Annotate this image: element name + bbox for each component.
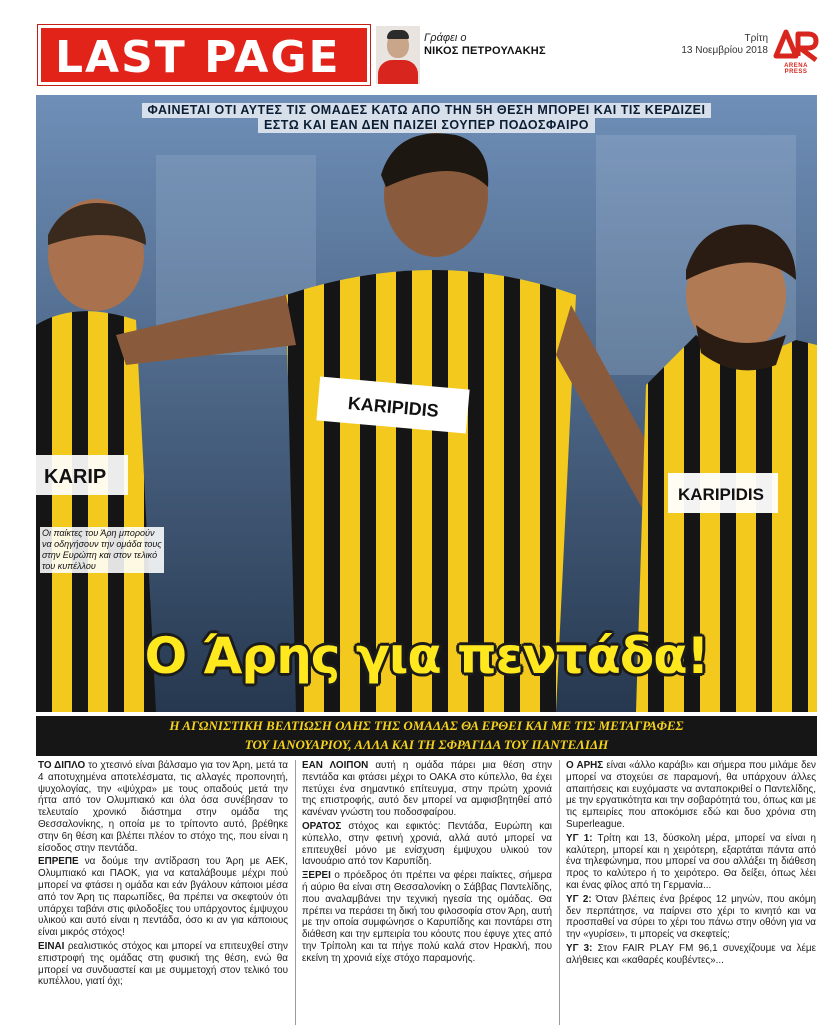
article-column-2 (302, 760, 552, 967)
subtitle-line-2: ΤΟΥ ΙΑΝΟΥΑΡΙΟΥ, ΑΛΛΑ ΚΑΙ ΤΗ ΣΦΡΑΓΙΔΑ ΤΟΥ ΠΑΝΤΕΛΙΔΗ (244, 737, 609, 752)
players-illustration (36, 95, 817, 712)
subtitle-banner (36, 716, 817, 756)
section-title: LAST PAGE (55, 32, 341, 83)
writes-label: Γράφει ο (424, 32, 467, 44)
subtitle-line-1: Η ΑΓΩΝΙΣΤΙΚΗ ΒΕΛΤΙΩΣΗ ΟΛΗΣ ΤΗΣ ΟΜΑΔΑΣ ΘΑ ΕΡΘΕΙ ΚΑΙ ΜΕ ΤΙΣ ΜΕΤΑΓΡΑΦΕΣ (169, 718, 684, 733)
column-divider (295, 760, 296, 1025)
paragraph: ΤΟ ΔΙΠΛΟ το χτεσινό είναι βάλσαμο για τον Άρη, μετά τα 4 αποτυχημένα αποτελέσματα, τις αλλαγές προπονητή, ψυχολογίας, την «ψύχρα» με τους οπαδούς μετά την ήττα από τον Ολυμπιακό και όλα όσα συνέβησαν το τελευταίο χρονικό διάστημα στην ομάδα της Θεσσαλονίκης, η οποία με το τρίποντο αυτό, βρέθηκε στην 6η θέση και βλέπει πλέον το στόχο της, που είναι η είσοδος στην πεντάδα. (38, 760, 288, 854)
article-column-3 (566, 760, 816, 969)
article-column-1 (38, 760, 288, 990)
author-name: ΝΙΚΟΣ ΠΕΤΡΟΥΛΑΚΗΣ (424, 45, 546, 57)
main-photo (36, 95, 817, 712)
author-avatar (376, 26, 420, 84)
paragraph: ΞΕΡΕΙ ο πρόεδρος ότι πρέπει να φέρει παίκτες, σήμερα ή αύριο θα είναι στη Θεσσαλονίκη ο Σάββας Παντελίδης, που αναλαμβάνει την τεχνική ηγεσία της ομάδας. Θα πρέπει να περάσει τη δική του φιλοσοφία στον Άρη, αυτή με την οποία συμφώνησε ο Καρυπίδης και ποντάρει στη διάθεση και την εμπειρία του κόουτς που έφυγε χτες από την Τρίπολη και τα πήγε πολύ καλά στον Ηρακλή, που εκείνη τη χρονιά είχε στόχο παραμονής. (302, 870, 552, 964)
photo-caption: Οι παίκτες του Άρη μπορούν να οδηγήσουν την ομάδα τους στην Ευρώπη και στον τελικό του κυπέλλου (40, 527, 164, 573)
svg-text:KARIPIDIS: KARIPIDIS (678, 485, 764, 504)
kicker-line-1: ΦΑΙΝΕΤΑΙ ΟΤΙ ΑΥΤΕΣ ΤΙΣ ΟΜΑΔΕΣ ΚΑΤΩ ΑΠΟ ΤΗΝ 5Η ΘΕΣΗ ΜΠΟΡΕΙ ΚΑΙ ΤΙΣ ΚΕΡΔΙΖΕΙ (142, 103, 712, 118)
svg-text:KARIPIDIS: KARIPIDIS (347, 393, 440, 421)
column-divider (559, 760, 560, 1025)
paragraph: ΕΑΝ ΛΟΙΠΟΝ αυτή η ομάδα πάρει μια θέση στην πεντάδα και φτάσει μέχρι το ΟΑΚΑ στο κύπελλο, θα έχει πετύχει ένα σημαντικό επίτευγμα, στην πρώτη χρονιά της επιστροφής, αυτό δεν μπορεί να αμφισβητηθεί από κανέναν γνώστη του ποδοσφαίρου. (302, 760, 553, 819)
kicker-line-2: ΕΣΤΩ ΚΑΙ ΕΑΝ ΔΕΝ ΠΑΙΖΕΙ ΣΟΥΠΕΡ ΠΟΔΟΣΦΑΙΡΟ (258, 118, 595, 133)
paragraph: Ο ΑΡΗΣ είναι «άλλο καράβι» και σήμερα που μιλάμε δεν μπορεί να στοχεύει σε παραμονή, θα υπάρχουν άλλες απαιτήσεις και ευχόμαστε να ανταποκριθεί ο Παντελίδης, με την εργατικότητα και την σοβαρότητά του, όπως και με τις εμπειρίες που αποκόμισε εδώ και δυο χρόνια στη Superleague. (566, 760, 816, 830)
paragraph: ΕΙΝΑΙ ρεαλιστικός στόχος και μπορεί να επιτευχθεί στην επιστροφή της ομάδας στη φυσική της θέση, ενώ θα μπορεί να συνδυαστεί και με συμμετοχή στον τελικό του κυπέλλου, γιατί όχι; (38, 940, 288, 988)
paragraph: ΥΓ 3: Στον FAIR PLAY FM 96,1 συνεχίζουμε να λέμε αλήθειες και «καθαρές κουβέντες»... (566, 942, 816, 966)
headline: Ο Άρης για πεντάδα! (144, 627, 709, 685)
kicker (36, 103, 817, 133)
svg-text:KARIP: KARIP (44, 466, 107, 488)
arena-logo-icon (772, 26, 820, 64)
section-badge (38, 25, 370, 85)
paragraph: ΥΓ 2: Όταν βλέπεις ένα βρέφος 12 μηνών, που ακόμη δεν περπάτησε, να παίρνει στο χέρι το κινητό και να προσπαθεί να σύρει το χέρι του πάνω στην οθόνη για να την «γυρίσει», τι μπορείς να σκεφτείς; (566, 893, 817, 941)
issue-day: Τρίτη (744, 33, 768, 44)
paragraph: ΟΡΑΤΟΣ στόχος και εφικτός: Πεντάδα, Ευρώπη και κύπελλο, στην φετινή χρονιά, αλλά αυτό μπορεί να επιτευχθεί μόνο με ενίσχυση έμψυχου υλικού τον Ιανουάριο από τον Καρυπίδη. (302, 820, 552, 868)
paragraph: ΥΓ 1: Τρίτη και 13, δύσκολη μέρα, μπορεί να είναι η καλύτερη, μπορεί και η χειρότερη, εξαρτάται πάντα από ένα τηλεφώνημα, που μπορεί να σου αλλάξει τη διάθεση προς το καλύτερο ή το χειρότερο. Θα δείξει, όπως λέει και ένας φίλος από τη Γερμανία... (566, 832, 817, 891)
paragraph: ΕΠΡΕΠΕ να δούμε την αντίδραση του Άρη με ΑΕΚ, Ολυμπιακό και ΠΑΟΚ, για να καταλάβουμε μέχρι πού μπορεί να φτάσει η ομάδα και εάν βγάλουν κάποιοι μέσα από τον Άρη τις παρωπίδες, θα πρέπει να σκεφτούν ότι υπάρχει ταβάνι στις φιλοδοξίες του υπάρχοντος έμψυχου υλικού και αυτό είναι η πεντάδα, όσο κι αν για κάποιους είναι μικρός στόχος! (38, 856, 288, 939)
issue-date: 13 Νοεμβρίου 2018 (681, 45, 768, 56)
logo-text: ARENA PRESS (784, 63, 808, 75)
